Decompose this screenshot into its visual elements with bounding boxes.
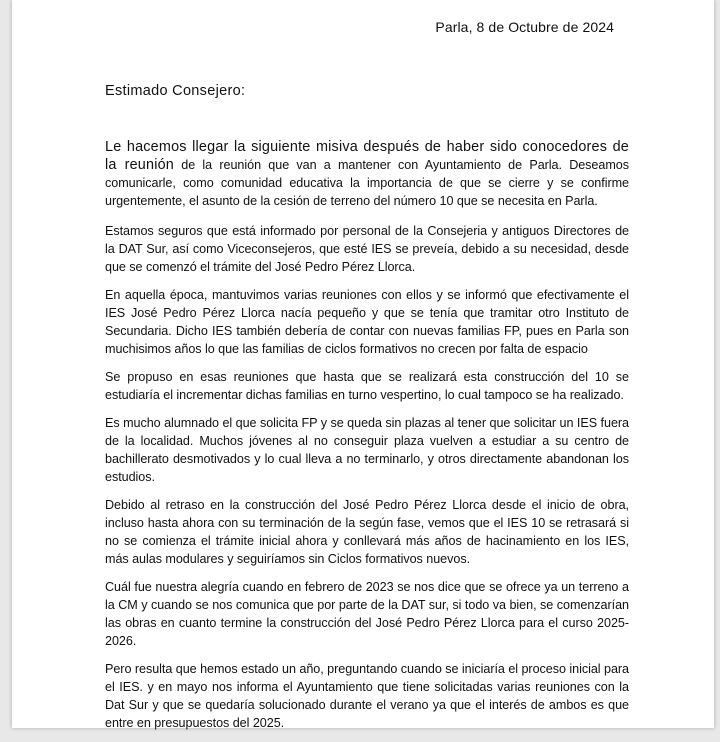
paragraph-1 — [105, 138, 629, 210]
paragraph-2: Estamos seguros que está informado por personal de la Consejeria y antiguos Directores de la DAT Sur, así como Viceconsejeros, que esté IES se preveía, debido a su necesidad, desde que se comenzó el trámite del José Pedro Pérez Llorca. — [105, 224, 629, 274]
letter-date: Parla, 8 de Octubre de 2024 — [435, 19, 614, 35]
paragraph-8: Pero resulta que hemos estado un año, preguntando cuando se iniciaría el proceso inicial para el IES. y en mayo nos informa el Ayuntamiento que tiene solicitadas varias reuniones con la Dat Sur y que se quedaría solucionado durante el verano ya que el interés de ambos es que entre en presupuestos del 2025. — [105, 662, 629, 730]
paragraph-4: Se propuso en esas reuniones que hasta que se realizará esta construcción del 10 se estudiaría el incrementar dichas familias en turno vespertino, lo cual tampoco se ha realizado. — [105, 370, 629, 402]
paragraph-1-rest: de la reunión que van a mantener con Ayuntamiento de Parla. Deseamos comunicarle, como comunidad educativa la importancia de que se cierre y se confirme urgentemente, el asunto de la cesión de terreno del número 10 que se necesita en Parla. — [105, 158, 629, 208]
letter-page — [12, 0, 714, 728]
paragraph-3: En aquella época, mantuvimos varias reuniones con ellos y se informó que efectivamente el IES José Pedro Pérez Llorca nacía pequeño y que se tenía que tramitar otro Instituto de Secundaria. Dicho IES también debería de contar con nuevas familias FP, pues en Parla son muchisimos años lo que las familias de ciclos formativos no crecen por falta de espacio — [105, 288, 629, 356]
paragraph-1-lead: Le hacemos llegar la siguiente misiva después de haber sido conocedores de la reunión — [105, 139, 629, 173]
letter-greeting: Estimado Consejero: — [105, 83, 246, 99]
paragraph-5: Es mucho alumnado el que solicita FP y se queda sin plazas al tener que solicitar un IES fuera de la localidad. Muchos jóvenes al no conseguir plaza vuelven a estudiar a su centro de bachillerato desmotivados y lo cual lleva a no terminarlo, y otros directamente abandonan los estudios. — [105, 416, 629, 484]
paragraph-6: Debido al retraso en la construcción del José Pedro Pérez Llorca desde el inicio de obra, incluso hasta ahora con su terminación de la según fase, vemos que el IES 10 se retrasará si no se comienza el trámite inicial ahora y conllevará más años de hacinamiento en los IES, más aulas modulares y seguiríamos sin Ciclos formativos nuevos. — [105, 498, 629, 566]
letter-body — [105, 138, 629, 742]
paragraph-7: Cuál fue nuestra alegría cuando en febrero de 2023 se nos dice que se ofrece ya un terreno a la CM y cuando se nos comunica que por parte de la DAT sur, si todo va bien, se comenzarían las obras en cuanto termine la construcción del José Pedro Pérez Llorca para el curso 2025-2026. — [105, 580, 629, 648]
